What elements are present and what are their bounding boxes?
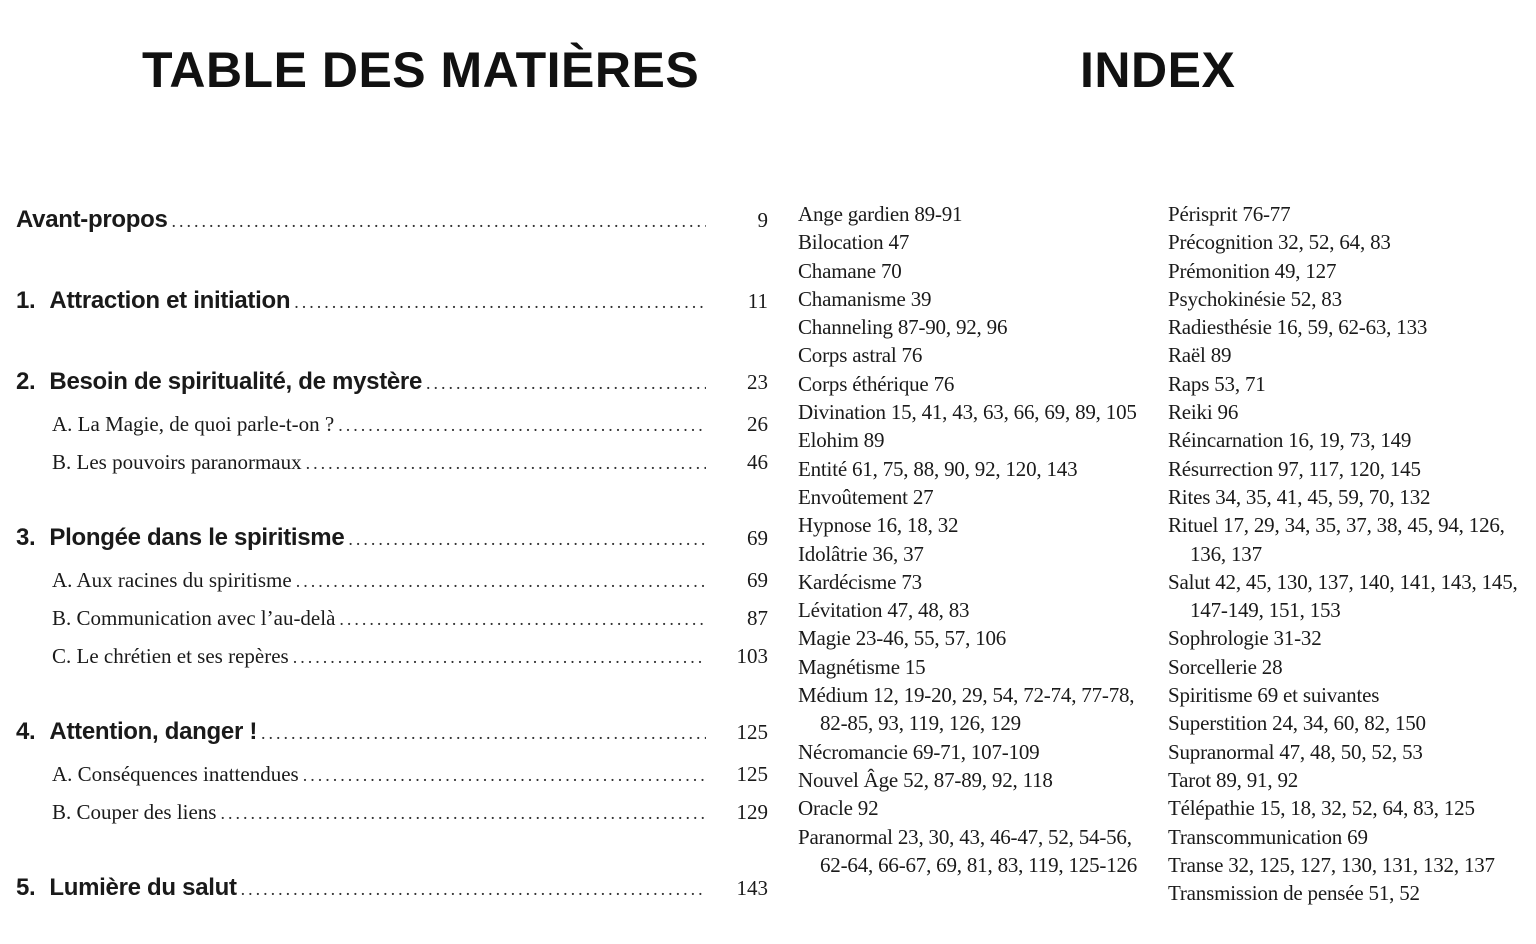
toc-dot-leader — [241, 879, 706, 900]
index-column-right — [1168, 200, 1528, 907]
index-entry: Supranormal 47, 48, 50, 52, 53 — [1168, 739, 1423, 764]
toc-page-number: 23 — [747, 370, 768, 394]
index-entry: Sorcellerie 28 — [1168, 654, 1283, 679]
toc-entry-label — [52, 762, 299, 787]
index-entry: Chamanisme 39 — [798, 286, 932, 311]
index-entry: Sophrologie 31-32 — [1168, 626, 1322, 651]
toc-section-row — [52, 644, 768, 669]
index-entry: Radiesthésie 16, 59, 62-63, 133 — [1168, 315, 1428, 340]
toc-chapter-row — [16, 206, 768, 234]
toc-entry-text: Lumière du salut — [49, 874, 237, 901]
toc-page-number: 11 — [747, 289, 768, 313]
toc-page-number: 125 — [736, 720, 768, 744]
toc-dot-leader — [306, 453, 706, 474]
toc-chapter-row — [16, 874, 768, 902]
toc-entry-label — [52, 800, 216, 825]
toc-page-number: 103 — [736, 644, 768, 668]
index-entry: Spiritisme 69 et suivantes — [1168, 683, 1380, 708]
toc-chapter-row — [16, 368, 768, 396]
toc-section-row — [52, 412, 768, 437]
index-entry: Divination 15, 41, 43, 63, 66, 69, 89, 105 — [798, 400, 1137, 425]
toc-entry-label — [52, 644, 289, 669]
toc-entry-label — [16, 874, 237, 902]
index-entry: Kardécisme 73 — [798, 569, 922, 594]
toc-section-row — [52, 568, 768, 593]
index-entry: Nouvel Âge 52, 87-89, 92, 118 — [798, 767, 1053, 792]
index-entry: Reiki 96 — [1168, 400, 1239, 425]
toc-entry-text: Plongée dans le spiritisme — [49, 524, 345, 551]
toc-title: TABLE DES MATIÈRES — [142, 42, 700, 98]
index-entry: Précognition 32, 52, 64, 83 — [1168, 230, 1391, 255]
toc-page-number: 125 — [736, 762, 768, 786]
index-entry: Paranormal 23, 30, 43, 46-47, 52, 54-56, 62-64, 66-67, 69, 81, 83, 119, 125-126 — [798, 824, 1138, 877]
index-entry: Corps astral 76 — [798, 343, 923, 368]
index-entry: Envoûtement 27 — [798, 484, 934, 509]
index-title: INDEX — [1080, 42, 1236, 98]
index-entry: Raps 53, 71 — [1168, 371, 1266, 396]
toc-page-number: 129 — [736, 800, 768, 824]
index-entry: Superstition 24, 34, 60, 82, 150 — [1168, 711, 1426, 736]
toc-dot-leader — [296, 571, 706, 592]
toc-dot-leader — [220, 803, 706, 824]
index-entry: Magie 23-46, 55, 57, 106 — [798, 626, 1007, 651]
toc-section-row — [52, 800, 768, 825]
toc-entry-text: A. La Magie, de quoi parle-t-on ? — [52, 412, 335, 436]
index-entry: Corps éthérique 76 — [798, 371, 955, 396]
toc-dot-leader — [426, 373, 706, 394]
toc-entry-label — [16, 287, 290, 315]
index-entry: Salut 42, 45, 130, 137, 140, 141, 143, 145, 147-149, 151, 153 — [1168, 569, 1518, 623]
toc-entry-label — [52, 412, 334, 437]
index-entry: Entité 61, 75, 88, 90, 92, 120, 143 — [798, 456, 1078, 481]
toc-entry-label — [16, 524, 344, 552]
index-entry: Médium 12, 19-20, 29, 54, 72-74, 77-78, 82-85, 93, 119, 126, 129 — [798, 683, 1135, 736]
toc-chapter-number: 1. — [16, 287, 36, 314]
toc-entry-label — [16, 206, 168, 234]
index-entry: Nécromancie 69-71, 107-109 — [798, 739, 1040, 764]
toc-entry-text: Besoin de spiritualité, de mystère — [49, 368, 423, 395]
index-entry: Chamane 70 — [798, 258, 902, 283]
toc-page-number: 9 — [757, 208, 768, 232]
toc-dot-leader — [303, 765, 706, 786]
toc-section-row — [52, 450, 768, 475]
toc-entry-label — [52, 450, 302, 475]
index-entry: Rituel 17, 29, 34, 35, 37, 38, 45, 94, 126, 136, 137 — [1168, 513, 1505, 566]
toc-entry-text: A. Conséquences inattendues — [52, 762, 299, 786]
toc-dot-leader — [261, 723, 706, 744]
toc-entry-label — [52, 606, 335, 631]
index-entry: Prémonition 49, 127 — [1168, 258, 1337, 283]
toc-entry-text: B. Couper des liens — [52, 800, 217, 824]
index-entry: Raël 89 — [1168, 343, 1232, 368]
toc-dot-leader — [338, 415, 706, 436]
toc-entry-text: A. Aux racines du spiritisme — [52, 568, 292, 592]
toc-entry-text: C. Le chrétien et ses repères — [52, 644, 289, 668]
toc-section-row — [52, 762, 768, 787]
index-entry: Lévitation 47, 48, 83 — [798, 598, 970, 623]
toc-page-number: 26 — [747, 412, 768, 436]
toc-chapter-number: 4. — [16, 718, 36, 745]
index-entry: Rites 34, 35, 41, 45, 59, 70, 132 — [1168, 484, 1431, 509]
index-entry: Idolâtrie 36, 37 — [798, 541, 924, 566]
toc-page-number: 143 — [736, 876, 768, 900]
toc-section-row — [52, 606, 768, 631]
toc-entry-text: Attraction et initiation — [49, 287, 291, 314]
toc-dot-leader — [293, 647, 706, 668]
index-entry: Bilocation 47 — [798, 230, 910, 255]
index-entry: Périsprit 76-77 — [1168, 202, 1291, 226]
toc-chapter-number: 5. — [16, 874, 36, 901]
index-entry: Channeling 87-90, 92, 96 — [798, 315, 1008, 340]
toc-page-number: 46 — [747, 450, 768, 474]
toc-chapter-row — [16, 287, 768, 315]
index-entry: Oracle 92 — [798, 796, 879, 821]
index-entry: Télépathie 15, 18, 32, 52, 64, 83, 125 — [1168, 796, 1475, 821]
index-entry: Psychokinésie 52, 83 — [1168, 286, 1342, 311]
toc-chapter-number: 2. — [16, 368, 36, 395]
index-entry: Réincarnation 16, 19, 73, 149 — [1168, 428, 1412, 453]
toc-entry-text: Avant-propos — [16, 206, 168, 233]
index-entry: Transe 32, 125, 127, 130, 131, 132, 137 — [1168, 852, 1495, 877]
toc-dot-leader — [294, 292, 706, 313]
toc-entry-text: B. Les pouvoirs paranormaux — [52, 450, 302, 474]
toc-dot-leader — [339, 609, 706, 630]
toc-entry-text: Attention, danger ! — [49, 718, 258, 745]
index-entry: Ange gardien 89-91 — [798, 202, 963, 226]
index-entry: Tarot 89, 91, 92 — [1168, 767, 1299, 792]
index-entry: Transcommunication 69 — [1168, 824, 1368, 849]
toc-page-number: 69 — [747, 526, 768, 550]
toc-dot-leader — [172, 211, 706, 232]
toc-page-number: 69 — [747, 568, 768, 592]
index-entry: Elohim 89 — [798, 428, 885, 453]
toc-entry-text: B. Communication avec l’au-delà — [52, 606, 336, 630]
toc-chapter-row — [16, 718, 768, 746]
toc-dot-leader — [348, 529, 706, 550]
toc-entry-label — [16, 718, 257, 746]
toc-entry-label — [52, 568, 292, 593]
toc-entry-label — [16, 368, 422, 396]
toc-chapter-row — [16, 524, 768, 552]
index-entry: Hypnose 16, 18, 32 — [798, 513, 959, 538]
toc-page-number: 87 — [747, 606, 768, 630]
index-column-left — [798, 200, 1148, 879]
index-entry: Résurrection 97, 117, 120, 145 — [1168, 456, 1421, 481]
index-entry: Magnétisme 15 — [798, 654, 926, 679]
toc-chapter-number: 3. — [16, 524, 36, 551]
index-entry: Transmission de pensée 51, 52 — [1168, 881, 1420, 906]
